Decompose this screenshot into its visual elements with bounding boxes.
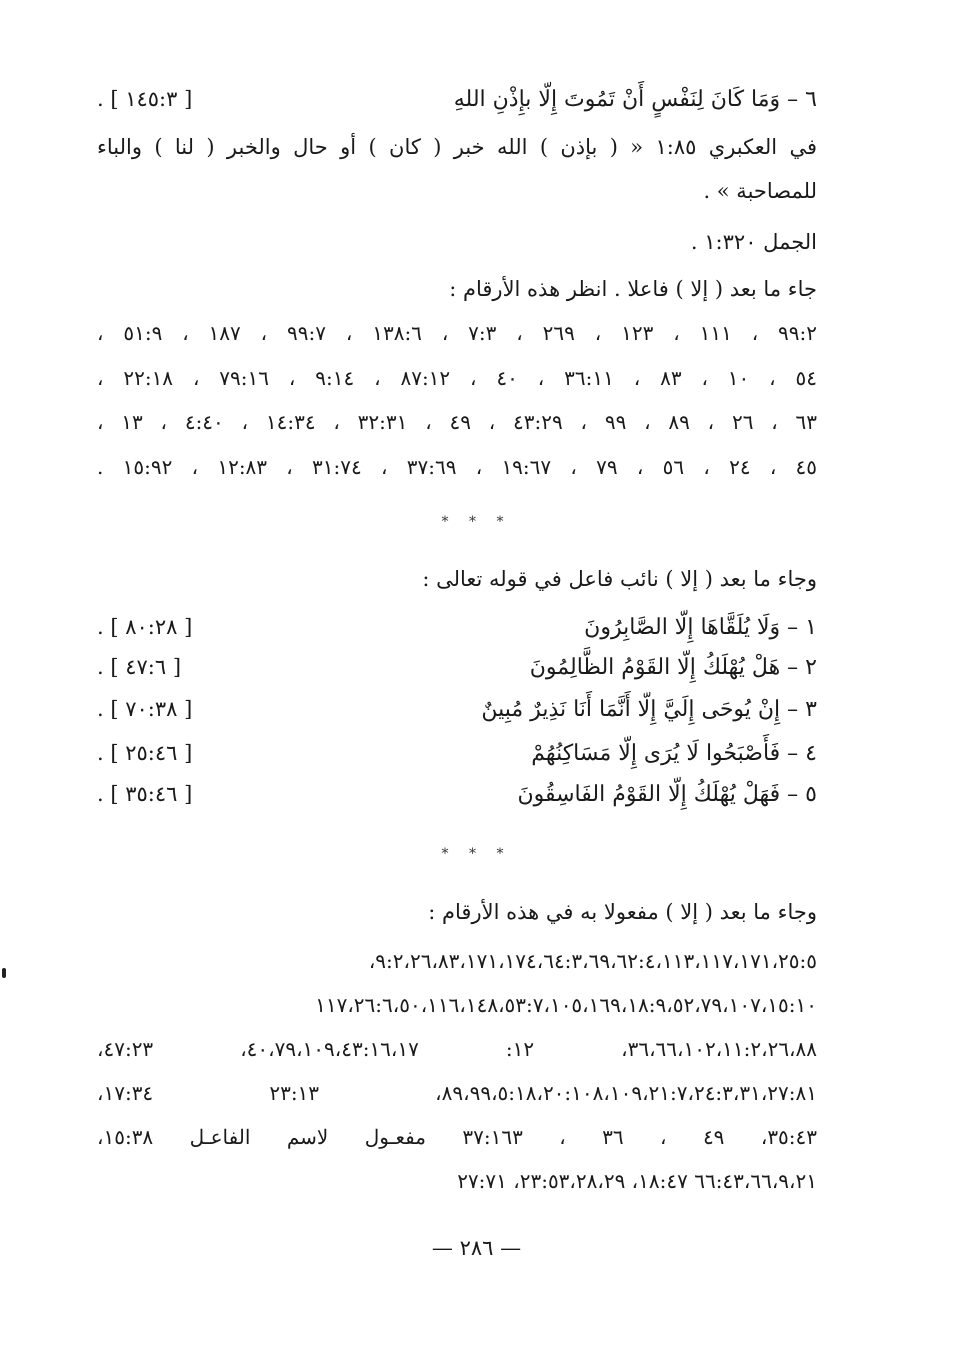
section1-numbers-line: ٤٥ ، ٢٤ ، ٥٦ ، ٧٩ ، ١٩:٦٧ ، ٣٧:٦٩ ، ٣١:٧٤ ، ١٢:٨٣ ، ١٥:٩٢ .: [97, 455, 818, 479]
verse-reference: [ ٧٠:٣٨ ] .: [97, 697, 193, 721]
verse-line: [97, 694, 817, 725]
verse-number: ١ –: [787, 615, 817, 640]
verse-reference: [ ٢٥:٤٦ ] .: [97, 741, 193, 765]
section3-numbers-line: ١١٧،٢٦:٦،٥٠،١١٦،١٤٨،٥٣:٧،١٠٥،١٦٩،١٨:٩،٥٢،٧٩،١٠٧،١٥:١٠: [315, 993, 817, 1017]
section1-numbers-line: ٥٤ ، ١٠ ، ٨٣ ، ٣٦:١١ ، ٤٠ ، ٨٧:١٢ ، ٩:١٤ ، ٧٩:١٦ ، ٢٢:١٨ ،: [97, 366, 817, 390]
section3-numbers-line: ٦٦:٤٣،٦٦،٩،٢١ ١٨:٤٧، ٢٣:٥٣،٢٨،٢٩، ٢٧:٧١: [457, 1169, 817, 1193]
verse-line: [97, 738, 817, 769]
page-number: — ٢٨٦ —: [431, 1236, 522, 1260]
section-separator: * * *: [441, 846, 512, 862]
verse-line: [97, 612, 817, 643]
ukbari-line-1: في العكبري ١:٨٥ « ( بإذن ) الله خبر ( كان ) أو حال والخبر ( لنا ) والباء: [97, 135, 818, 159]
section3-numbers-line: ٨٩،٩٩،٥:١٨،٢٠:١٠٨،١٠٩،٢١:٧،٢٤:٣،٣١،٢٧:٨١، ٢٣:١٣ ١٧:٣٤،: [97, 1081, 818, 1105]
verse-reference: [ ٨٠:٢٨ ] .: [97, 615, 193, 639]
first-verse-line: [97, 84, 817, 115]
jamal-reference: الجمل ١:٣٢٠ .: [690, 230, 817, 254]
verse-number: ٢ –: [787, 655, 817, 680]
verse-text: هَلْ يُهْلَكُ إِلّا القَوْمُ الظَّالِمُونَ: [529, 655, 781, 680]
section1-numbers-line: ٦٣ ، ٢٦ ، ٨٩ ، ٩٩ ، ٤٣:٢٩ ، ٤٩ ، ٣٢:٣١ ، ١٤:٣٤ ، ٤:٤٠ ، ١٣ ،: [97, 410, 817, 434]
section3-numbers-line: ٣٦،٦٦،١٠٢،١١:٢،٢٦،٨٨، ١٢: ٤٠،٧٩،١٠٩،٤٣:١٦،١٧، ٤٧:٢٣،: [97, 1037, 817, 1061]
section-separator: * * *: [441, 514, 512, 530]
first-verse-reference: [ ١٤٥:٣ ] .: [97, 87, 193, 111]
verse-reference: [ ٣٥:٤٦ ] .: [97, 782, 193, 806]
verse-line: [97, 652, 817, 683]
section3-intro: وجاء ما بعد ( إلا ) مفعولا به في هذه الأرقام :: [428, 900, 817, 924]
section1-intro: جاء ما بعد ( إلا ) فاعلا . انظر هذه الأرقام :: [449, 277, 817, 301]
verse-text: وَلَا يُلَقَّاهَا إِلّا الصَّابِرُونَ: [584, 615, 781, 640]
verse-number: ٥ –: [787, 782, 817, 807]
section3-numbers-line: ٣٥:٤٣، ٤٩ ، ٣٦ ، ٣٧:١٦٣ مفعـول لاسم الفاعـل ١٥:٣٨،: [97, 1125, 818, 1149]
verse-text: إِنْ يُوحَى إِلَيَّ إِلّا أَنَّمَا أَنَا نَذِيرٌ مُبِينٌ: [481, 697, 781, 722]
first-verse-quran-text: وَمَا كَانَ لِنَفْسٍ أَنْ تَمُوتَ إِلّا بإِذْنِ اللهِ: [453, 87, 781, 112]
first-verse-text: [454, 85, 817, 115]
verse-text: فَهَلْ يُهْلَكُ إِلّا القَوْمُ الفَاسِقُونَ: [517, 782, 781, 807]
verse-text: فَأَصْبَحُوا لَا يُرَى إِلّا مَسَاكِنُهُمْ: [531, 741, 781, 766]
first-verse-number: ٦ –: [787, 87, 817, 112]
section1-numbers-line: ٩٩:٢ ، ١١١ ، ١٢٣ ، ٢٦٩ ، ٧:٣ ، ١٣٨:٦ ، ٩٩:٧ ، ١٨٧ ، ٥١:٩ ،: [97, 321, 818, 345]
ukbari-line-2: للمصاحبة » .: [703, 179, 817, 203]
verse-reference: [ ٤٧:٦ ] .: [97, 655, 182, 679]
section3-numbers-line: ٩:٢،٢٦،٨٣،١٧١،١٧٤،٦٤:٣،٦٩،٦٢:٤،١١٣،١١٧،١٧١،٢٥:٥،: [368, 949, 817, 973]
verse-number: ٤ –: [787, 741, 817, 766]
verse-number: ٣ –: [787, 697, 817, 722]
margin-speck: [2, 968, 6, 978]
section2-intro: وجاء ما بعد ( إلا ) نائب فاعل في قوله تعالى :: [422, 567, 817, 591]
verse-line: [97, 779, 817, 810]
